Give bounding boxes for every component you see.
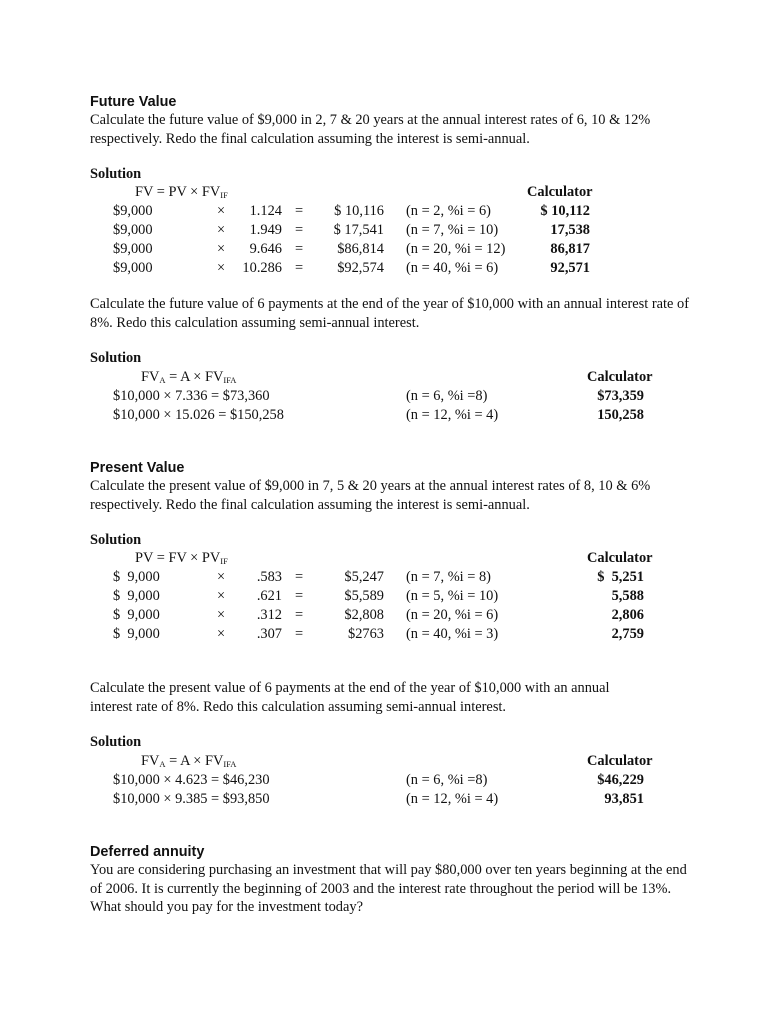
fva-row-params: (n = 6, %i =8): [406, 388, 488, 404]
fv-row-factor: 1.124: [249, 203, 282, 219]
pv-row-op: ×: [217, 569, 226, 585]
pv-row-eq: =: [295, 607, 304, 623]
fv-row-op: ×: [217, 203, 226, 219]
pva-formula-b-sub: IFA: [223, 759, 237, 769]
pv-row-pv: $ 9,000: [113, 569, 160, 585]
pva-calculator-header: Calculator: [587, 753, 653, 769]
pv-formula-main: PV = FV × PV: [135, 550, 221, 566]
pv-row-result: $2763: [348, 626, 384, 642]
pv-row-params: (n = 40, %i = 3): [406, 626, 499, 642]
fv-row-calc: 92,571: [550, 260, 590, 276]
fva-row-calc: 150,258: [597, 407, 644, 423]
pv-row-eq: =: [295, 588, 304, 604]
pva-row-params: (n = 12, %i = 4): [406, 791, 499, 807]
pv-row-params: (n = 5, %i = 10): [406, 588, 499, 604]
pv-row-result: $5,247: [344, 569, 384, 585]
pv-row-op: ×: [217, 588, 226, 604]
pv-row-calc: 2,759: [611, 626, 644, 642]
fva-row-expr: $10,000 × 15.026 = $150,258: [113, 407, 284, 423]
pv-row-result: $2,808: [344, 607, 384, 623]
fva-formula: [141, 368, 236, 387]
fv-row-eq: =: [295, 222, 304, 238]
fv-row-calc: $ 10,112: [540, 203, 590, 219]
pv-row-calc: 2,806: [611, 607, 644, 623]
deferred-annuity-problem: You are considering purchasing an investment that will pay $80,000 over ten years beginning at the end of 2006. It is currently the beginning of 2003 and the interest rate throughout the period will be 13%. What should you pay for the investment today?: [90, 862, 687, 916]
pva-row-expr: $10,000 × 9.385 = $93,850: [113, 791, 270, 807]
future-value-heading: Future Value: [90, 94, 177, 110]
pv-row-calc: $ 5,251: [597, 569, 644, 585]
pva-row-params: (n = 6, %i =8): [406, 772, 488, 788]
fv-row-calc: 86,817: [550, 241, 590, 257]
fv-row-eq: =: [295, 241, 304, 257]
fv-row-op: ×: [217, 241, 226, 257]
fva-row-expr: $10,000 × 7.336 = $73,360: [113, 388, 270, 404]
fva-row-calc: $73,359: [597, 388, 644, 404]
pv-row-pv: $ 9,000: [113, 607, 160, 623]
fv-calculator-header: Calculator: [527, 184, 593, 200]
pva-formula-b: = A × FV: [165, 753, 224, 769]
fv-row-result: $ 10,116: [334, 203, 384, 219]
pva-formula-a-sub: A: [159, 759, 166, 769]
fv-formula-main: FV = PV × FV: [135, 184, 221, 200]
fv-row-pv: $9,000: [113, 260, 153, 276]
pv-row-calc: 5,588: [611, 588, 644, 604]
fv-row-eq: =: [295, 203, 304, 219]
fv-row-calc: 17,538: [550, 222, 590, 238]
pv-solution-label: Solution: [90, 532, 142, 548]
pv-row-pv: $ 9,000: [113, 626, 160, 642]
fv-row-params: (n = 20, %i = 12): [406, 241, 506, 257]
pv-row-eq: =: [295, 626, 304, 642]
fv-row-op: ×: [217, 222, 226, 238]
fv-row-eq: =: [295, 260, 304, 276]
pv-row-factor: .583: [256, 569, 282, 585]
pva-solution-label: Solution: [90, 734, 142, 750]
pv-row-op: ×: [217, 607, 226, 623]
fv-row-params: (n = 2, %i = 6): [406, 203, 491, 219]
future-value-problem: Calculate the future value of $9,000 in 2, 7 & 20 years at the annual interest rates of 6, 10 & 12% respectively. Redo the final calculation assuming the interest is semi-annual.: [90, 112, 651, 147]
pv-row-params: (n = 7, %i = 8): [406, 569, 491, 585]
pv-row-params: (n = 20, %i = 6): [406, 607, 499, 623]
fv-row-op: ×: [217, 260, 226, 276]
pva-formula: [141, 752, 236, 771]
pv-row-op: ×: [217, 626, 226, 642]
pv-row-factor: .621: [256, 588, 282, 604]
fv-row-params: (n = 40, %i = 6): [406, 260, 499, 276]
present-value-problem: Calculate the present value of $9,000 in 7, 5 & 20 years at the annual interest rates of 8, 10 & 6% respectively. Redo the final calculation assuming the interest is semi-annual.: [90, 478, 651, 513]
fv-row-result: $92,574: [337, 260, 384, 276]
present-value-heading: Present Value: [90, 460, 185, 476]
fva-row-params: (n = 12, %i = 4): [406, 407, 499, 423]
fv-annuity-problem: Calculate the future value of 6 payments at the end of the year of $10,000 with an annual interest rate of 8%. Redo this calculation assuming semi-annual interest.: [90, 296, 689, 331]
fv-row-factor: 9.646: [249, 241, 282, 257]
fva-formula-b: = A × FV: [165, 369, 224, 385]
fv-row-pv: $9,000: [113, 203, 153, 219]
pva-formula-a: FV: [141, 753, 160, 769]
fva-formula-a: FV: [141, 369, 160, 385]
fv-row-result: $ 17,541: [333, 222, 384, 238]
pv-annuity-problem: Calculate the present value of 6 payments at the end of the year of $10,000 with an annual interest rate of 8%. Redo this calculation assuming semi-annual interest.: [90, 680, 610, 715]
pv-row-pv: $ 9,000: [113, 588, 160, 604]
pv-row-factor: .312: [256, 607, 282, 623]
pva-row-calc: $46,229: [597, 772, 644, 788]
pv-row-result: $5,589: [344, 588, 384, 604]
fva-formula-a-sub: A: [159, 375, 166, 385]
fv-row-factor: 10.286: [242, 260, 282, 276]
pv-formula-sub: IF: [220, 556, 228, 566]
fv-row-pv: $9,000: [113, 222, 153, 238]
deferred-annuity-heading: Deferred annuity: [90, 844, 205, 860]
fva-calculator-header: Calculator: [587, 369, 653, 385]
pva-row-calc: 93,851: [604, 791, 644, 807]
fv-row-result: $86,814: [337, 241, 384, 257]
fva-formula-b-sub: IFA: [223, 375, 237, 385]
pv-calculator-header: Calculator: [587, 550, 653, 566]
fv-formula: [135, 183, 228, 202]
fv-row-factor: 1.949: [249, 222, 282, 238]
pv-row-factor: .307: [256, 626, 282, 642]
fv-row-params: (n = 7, %i = 10): [406, 222, 499, 238]
fv-row-pv: $9,000: [113, 241, 153, 257]
fva-solution-label: Solution: [90, 350, 142, 366]
fv-solution-label: Solution: [90, 166, 142, 182]
pva-row-expr: $10,000 × 4.623 = $46,230: [113, 772, 270, 788]
pv-row-eq: =: [295, 569, 304, 585]
fv-formula-sub: IF: [220, 190, 228, 200]
pv-formula: [135, 549, 228, 568]
